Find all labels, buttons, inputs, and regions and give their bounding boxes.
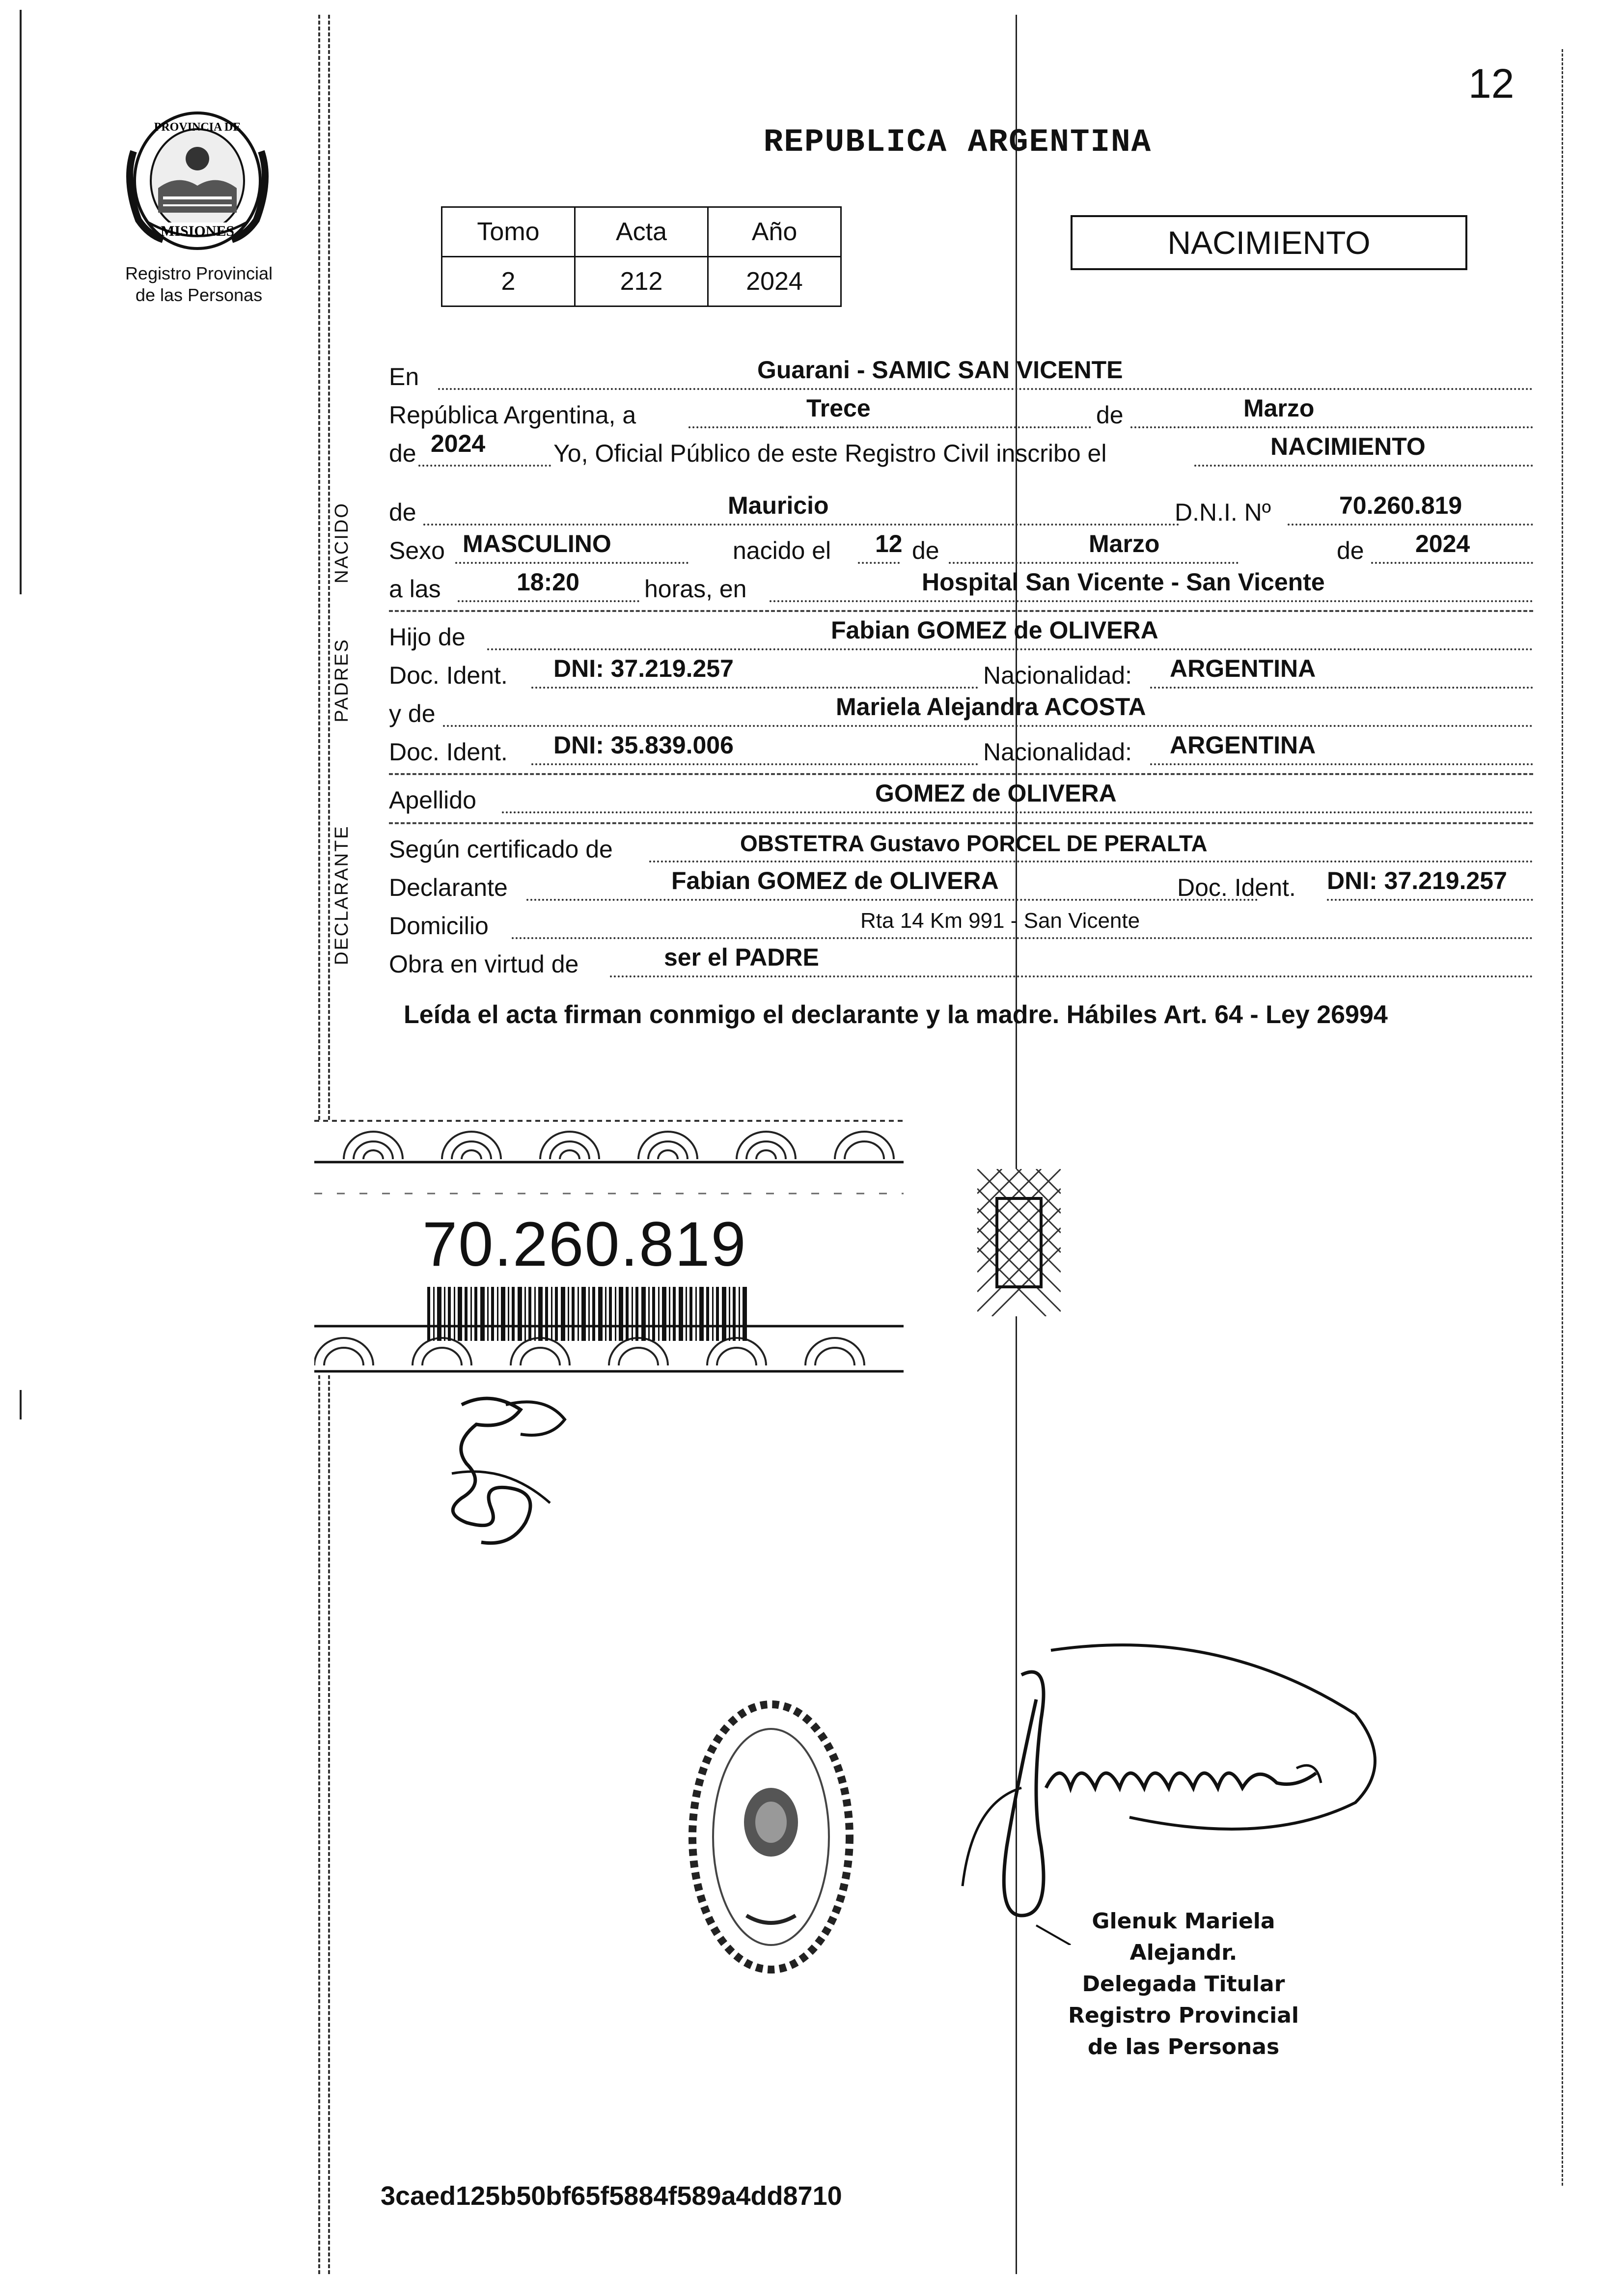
dotted-rule — [1327, 899, 1533, 901]
line-domicilio — [389, 905, 1533, 943]
line-sexo — [389, 529, 1533, 568]
logo-top-text: PROVINCIA DE — [154, 121, 241, 134]
line-hora — [389, 568, 1533, 606]
madre-value: Mariela Alejandra ACOSTA — [836, 693, 1146, 721]
madre-doc: DNI: 35.839.006 — [553, 731, 734, 759]
security-hologram — [977, 1169, 1061, 1316]
dotted-rule — [1194, 465, 1533, 467]
line-inscribe — [389, 432, 1533, 471]
dotted-rule — [526, 899, 1258, 901]
side-label-declarante: DECLARANTE — [331, 825, 352, 965]
stamp-org-2: de las Personas — [1087, 2034, 1280, 2059]
left-edge-line — [20, 10, 22, 594]
de4-label: de — [1337, 537, 1364, 564]
official-seal — [683, 1695, 859, 1979]
right-margin-line — [1562, 49, 1563, 2186]
document-title: REPUBLICA ARGENTINA — [763, 124, 1152, 161]
de2-label: de — [389, 440, 416, 467]
id-number: 70.260.819 — [422, 1209, 747, 1279]
line-nombre — [389, 491, 1533, 529]
nac-label-2: Nacionalidad: — [983, 738, 1132, 766]
nacido-mes: Marzo — [1089, 530, 1160, 557]
dotted-rule — [858, 562, 900, 564]
dotted-rule — [770, 600, 1533, 602]
side-label-padres: PADRES — [331, 638, 352, 723]
de-label: de — [1096, 401, 1124, 429]
section-divider — [389, 822, 1533, 824]
line-fecha — [389, 394, 1533, 432]
padre-nac: ARGENTINA — [1170, 655, 1316, 682]
side-label-nacido: NACIDO — [331, 502, 352, 584]
padre-value: Fabian GOMEZ de OLIVERA — [831, 616, 1158, 644]
en-value: Guarani - SAMIC SAN VICENTE — [757, 356, 1123, 384]
acta-value: 212 — [575, 257, 708, 306]
inscribe-value: NACIMIENTO — [1270, 433, 1426, 460]
anio-header: Año — [708, 207, 841, 257]
obra-label: Obra en virtud de — [389, 950, 579, 978]
dotted-rule — [531, 687, 978, 689]
padre-doc: DNI: 37.219.257 — [553, 655, 734, 682]
anio-value: 2024 — [431, 430, 486, 457]
stamp-role: Delegada Titular — [1082, 1972, 1285, 1997]
en-label: En — [389, 363, 419, 390]
registry-table — [441, 206, 842, 307]
horas-label: horas, en — [644, 575, 747, 603]
tomo-header: Tomo — [442, 207, 575, 257]
line-declarante — [389, 866, 1533, 905]
certificado-label: Según certificado de — [389, 835, 613, 863]
dotted-rule — [1150, 763, 1533, 765]
declarante-label: Declarante — [389, 874, 508, 901]
doc-label: Doc. Ident. — [389, 662, 508, 689]
nac-label: Nacionalidad: — [983, 662, 1132, 689]
line-padre-doc — [389, 654, 1533, 693]
dotted-rule — [455, 562, 688, 564]
dotted-rule — [531, 763, 978, 765]
nacido-dia: 12 — [875, 530, 903, 557]
stamp-org-1: Registro Provincial — [1068, 2003, 1299, 2028]
dotted-rule — [1130, 426, 1533, 428]
line-madre-doc — [389, 731, 1533, 769]
yde-label: y de — [389, 700, 436, 727]
hijo-label: Hijo de — [389, 623, 466, 651]
mes-value: Marzo — [1243, 394, 1315, 422]
dotted-rule — [949, 562, 1239, 564]
left-edge-line-lower — [20, 1390, 22, 1419]
coat-of-arms-logo — [114, 107, 281, 254]
section-divider — [389, 773, 1533, 775]
dotted-rule — [443, 725, 1533, 727]
republica-label: República Argentina, a — [389, 401, 636, 429]
dotted-rule — [502, 811, 1533, 813]
dia-value: Trece — [806, 394, 871, 422]
org-line-1: Registro Provincial — [125, 263, 273, 283]
de3-label: de — [912, 537, 939, 564]
dotted-rule — [649, 861, 1533, 862]
line-certificado — [389, 828, 1533, 866]
nombre-label: de — [389, 499, 416, 526]
dotted-rule — [487, 648, 1533, 650]
dotted-rule — [688, 426, 782, 428]
barcode — [427, 1287, 751, 1341]
line-obra — [389, 943, 1533, 981]
delegate-stamp — [1041, 1906, 1326, 2063]
act-type-box: NACIMIENTO — [1071, 215, 1467, 270]
logo-banner-text: MISIONES — [160, 223, 235, 239]
domicilio-value: Rta 14 Km 991 - San Vicente — [860, 909, 1140, 933]
acta-header: Acta — [575, 207, 708, 257]
dotted-rule — [512, 937, 1533, 939]
apellido-label: Apellido — [389, 786, 476, 814]
domicilio-label: Domicilio — [389, 912, 489, 940]
certificado-value: OBSTETRA Gustavo PORCEL DE PERALTA — [740, 831, 1208, 856]
tomo-value: 2 — [442, 257, 575, 306]
sexo-value: MASCULINO — [463, 530, 611, 557]
delegate-signature — [923, 1640, 1424, 1945]
dotted-rule — [423, 524, 1180, 526]
dotted-rule — [610, 975, 1533, 977]
dotted-rule — [1371, 562, 1533, 564]
dotted-rule — [418, 465, 551, 467]
declarante-doc-label: Doc. Ident. — [1177, 874, 1296, 901]
alas-label: a las — [389, 575, 441, 603]
anio-value: 2024 — [708, 257, 841, 306]
nacido-label: nacido el — [733, 537, 831, 564]
dotted-rule — [1150, 687, 1533, 689]
dotted-rule — [438, 388, 1533, 390]
line-padre — [389, 616, 1533, 654]
oficial-text: Yo, Oficial Público de este Registro Civil inscribo el — [553, 440, 1107, 467]
closing-statement: Leída el acta firman conmigo el declarante y la madre. Hábiles Art. 64 - Ley 26994 — [404, 1001, 1388, 1029]
nacido-anio: 2024 — [1415, 530, 1470, 557]
line-madre — [389, 693, 1533, 731]
sexo-label: Sexo — [389, 537, 445, 564]
madre-nac: ARGENTINA — [1170, 731, 1316, 759]
doc-label-2: Doc. Ident. — [389, 738, 508, 766]
declarante-value: Fabian GOMEZ de OLIVERA — [671, 867, 999, 894]
dni-value: 70.260.819 — [1339, 492, 1462, 519]
nombre-value: Mauricio — [728, 492, 829, 519]
dni-label: D.N.I. Nº — [1175, 499, 1271, 526]
apellido-value: GOMEZ de OLIVERA — [875, 779, 1117, 807]
hora-value: 18:20 — [517, 568, 579, 596]
dotted-rule — [782, 426, 1091, 428]
stamp-name: Glenuk Mariela Alejandr. — [1092, 1909, 1275, 1965]
page-number: 12 — [1468, 60, 1514, 107]
dotted-rule — [1288, 524, 1533, 526]
issuing-organization — [103, 263, 295, 306]
dotted-rule — [458, 600, 639, 602]
handwritten-signature-small — [432, 1385, 589, 1562]
section-divider — [389, 610, 1533, 612]
document-hash: 3caed125b50bf65f5884f589a4dd8710 — [381, 2181, 842, 2211]
lugar-value: Hospital San Vicente - San Vicente — [922, 568, 1325, 596]
line-en — [389, 356, 1533, 394]
line-apellido — [389, 779, 1533, 817]
declarante-doc: DNI: 37.219.257 — [1327, 867, 1507, 894]
obra-value: ser el PADRE — [664, 944, 819, 971]
org-line-2: de las Personas — [135, 285, 263, 305]
